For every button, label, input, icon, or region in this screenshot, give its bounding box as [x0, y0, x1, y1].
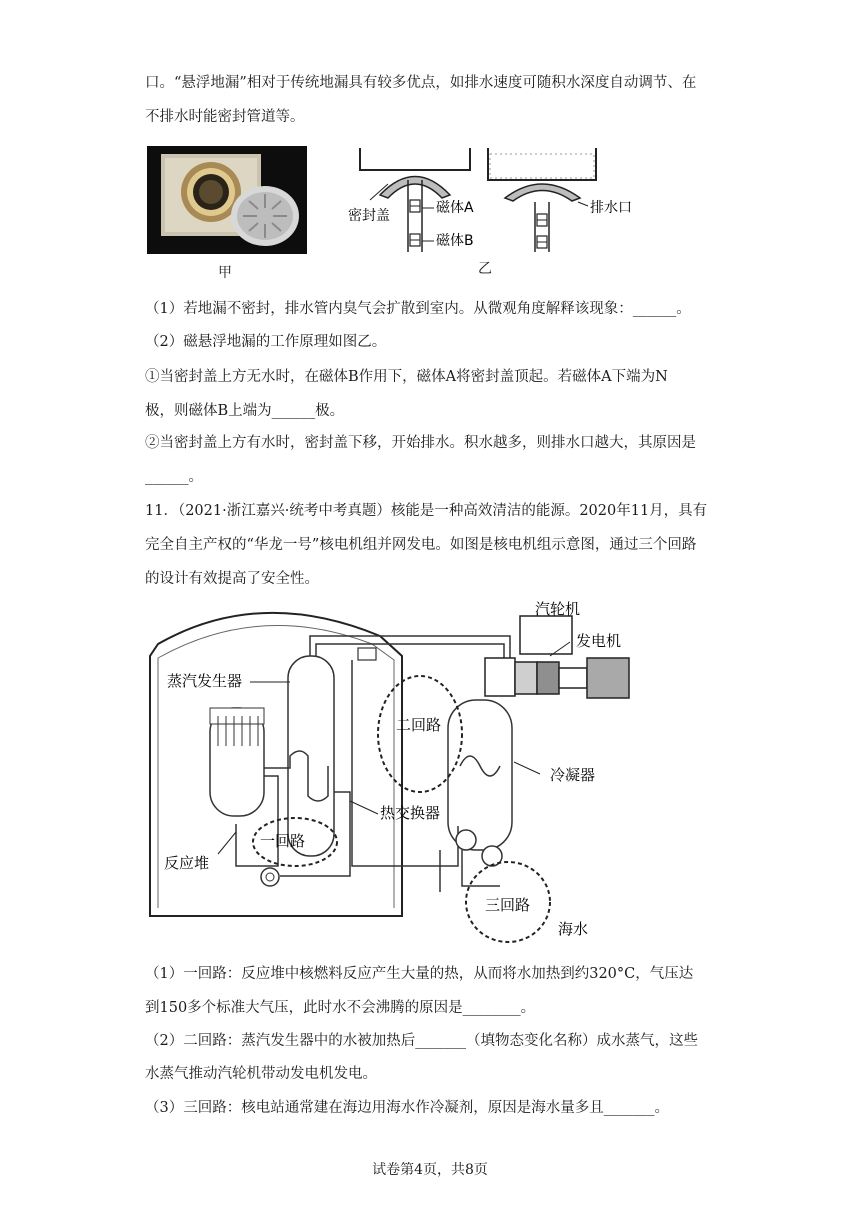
label-generator: 发电机 [576, 632, 622, 650]
q10-part-1: （1）若地漏不密封，排水管内臭气会扩散到室内。从微观角度解释该现象：______。 [145, 301, 691, 317]
q10-part-2: （2）磁悬浮地漏的工作原理如图乙。 [145, 334, 387, 350]
label-heat-exchanger: 热交换器 [380, 804, 441, 822]
label-seal-cover: 密封盖 [348, 208, 390, 224]
label-turbine: 汽轮机 [535, 600, 581, 618]
floor-drain-photo [147, 146, 307, 254]
label-seawater: 海水 [558, 920, 589, 938]
magnetic-drain-diagram [330, 140, 650, 275]
label-loop-2: 二回路 [396, 716, 442, 734]
q11-part-2-line-1: （2）二回路：蒸汽发生器中的水被加热后_______（填物态变化名称）成水蒸气，这些 [145, 1033, 698, 1049]
intro-line-1: 口。“悬浮地漏”相对于传统地漏具有较多优点，如排水速度可随积水深度自动调节、在 [145, 75, 697, 91]
q10-part-4-line-1: ②当密封盖上方有水时，密封盖下移，开始排水。积水越多，则排水口越大，其原因是 [145, 435, 696, 451]
label-magnet-b: 磁体B [436, 233, 474, 249]
label-loop-3: 三回路 [485, 896, 531, 914]
q10-part-3-line-2: 极，则磁体B上端为______极。 [145, 403, 345, 419]
caption-jia: 甲 [218, 265, 232, 281]
q11-part-1-line-1: （1）一回路：反应堆中核燃料反应产生大量的热，从而将水加热到约320°C，气压达 [145, 966, 694, 982]
page-footer: 试卷第4页，共8页 [372, 1162, 488, 1178]
q11-part-3: （3）三回路：核电站通常建在海边用海水作冷凝剂，原因是海水量多且_______。 [145, 1100, 669, 1116]
q10-part-4-line-2: ______。 [145, 469, 203, 485]
label-steam-generator: 蒸汽发生器 [167, 672, 243, 690]
label-magnet-a: 磁体A [436, 200, 474, 216]
label-reactor: 反应堆 [164, 854, 210, 872]
q11-part-1-line-2: 到150多个标准大气压，此时水不会沸腾的原因是________。 [145, 1000, 536, 1016]
label-loop-1: 一回路 [260, 832, 306, 850]
caption-yi: 乙 [478, 261, 492, 277]
q11-part-2-line-2: 水蒸气推动汽轮机带动发电机发电。 [145, 1066, 377, 1082]
intro-line-2: 不排水时能密封管道等。 [145, 109, 305, 125]
q11-stem-line-3: 的设计有效提高了安全性。 [145, 571, 319, 587]
q10-part-3-line-1: ①当密封盖上方无水时，在磁体B作用下，磁体A将密封盖顶起。若磁体A下端为N [145, 369, 668, 385]
nuclear-plant-diagram [140, 596, 640, 946]
label-condenser: 冷凝器 [550, 766, 596, 784]
q11-stem-line-2: 完全自主产权的“华龙一号”核电机组并网发电。如图是核电机组示意图，通过三个回路 [145, 537, 697, 553]
label-outlet: 排水口 [590, 200, 632, 216]
q11-stem-line-1: 11．（2021·浙江嘉兴·统考中考真题）核能是一种高效清洁的能源。2020年11月，具有 [145, 503, 708, 519]
